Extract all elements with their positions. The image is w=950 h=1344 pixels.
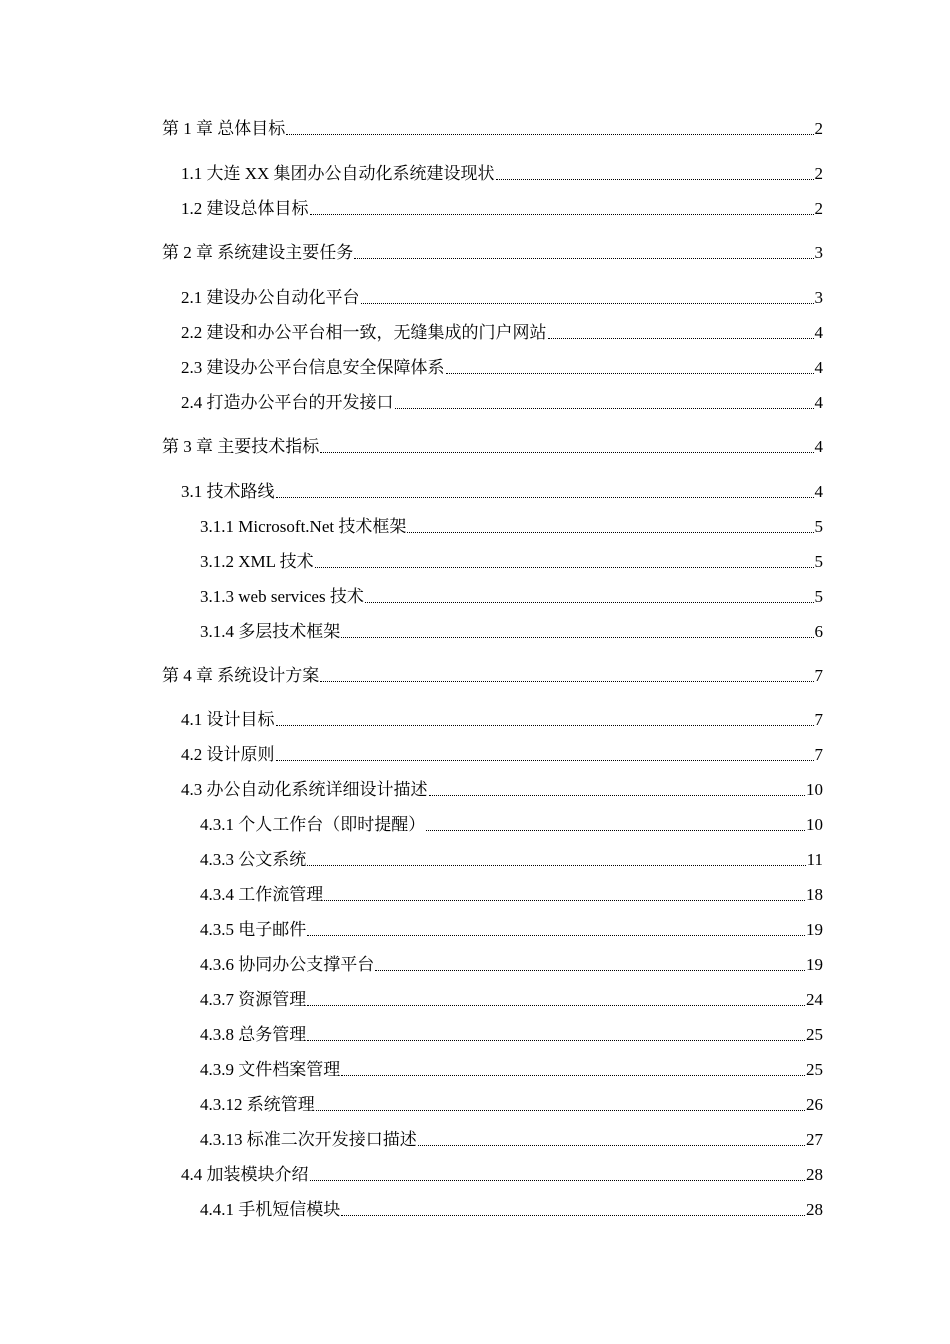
toc-entry[interactable] (200, 950, 823, 976)
dot-leader (320, 681, 813, 682)
toc-entry-page: 4 (814, 358, 823, 377)
toc-entry-title: 4.3.13 标准二次开发接口描述 (200, 1130, 417, 1149)
dot-leader (316, 1110, 805, 1111)
toc-entry-title: 3.1.2 XML 技术 (200, 552, 314, 571)
toc-entry-title: 4.2 设计原则 (181, 745, 275, 764)
toc-entry[interactable] (200, 1020, 823, 1046)
toc-entry-title: 4.3.9 文件档案管理 (200, 1060, 341, 1079)
toc-entry-page: 19 (806, 920, 823, 939)
toc-entry[interactable] (181, 283, 823, 309)
toc-entry-page: 18 (806, 885, 823, 904)
toc-entry-title: 4.3 办公自动化系统详细设计描述 (181, 780, 428, 799)
toc-entry-title: 4.3.12 系统管理 (200, 1095, 315, 1114)
toc-entry[interactable] (162, 432, 823, 458)
toc-entry-page: 7 (814, 745, 823, 764)
toc-entry-title: 4.4 加装模块介绍 (181, 1165, 309, 1184)
toc-entry[interactable] (181, 159, 823, 185)
toc-entry-page: 10 (806, 815, 823, 834)
toc-entry-page: 2 (814, 199, 823, 218)
toc-entry-page: 6 (814, 622, 823, 641)
toc-entry[interactable] (181, 740, 823, 766)
toc-entry-title: 2.3 建设办公平台信息安全保障体系 (181, 358, 445, 377)
toc-entry[interactable] (181, 353, 823, 379)
toc-entry[interactable] (200, 582, 823, 608)
dot-leader (395, 408, 814, 409)
dot-leader (307, 865, 805, 866)
toc-entry-page: 4 (814, 482, 823, 501)
toc-entry-title: 4.3.6 协同办公支撑平台 (200, 955, 375, 974)
toc-entry[interactable] (181, 194, 823, 220)
toc-entry-page: 5 (814, 517, 823, 536)
dot-leader (429, 795, 806, 796)
toc-entry-page: 19 (806, 955, 823, 974)
toc-entry-title: 3.1.4 多层技术框架 (200, 622, 341, 641)
toc-entry-title: 第 1 章 总体目标 (162, 119, 286, 138)
dot-leader (365, 602, 814, 603)
dot-leader (276, 760, 814, 761)
toc-entry-title: 4.3.3 公文系统 (200, 850, 307, 869)
dot-leader (341, 1215, 805, 1216)
toc-entry-title: 1.1 大连 XX 集团办公自动化系统建设现状 (181, 164, 495, 183)
toc-entry-title: 4.3.5 电子邮件 (200, 920, 307, 939)
dot-leader (354, 258, 813, 259)
dot-leader (418, 1145, 805, 1146)
toc-entry-title: 3.1.3 web services 技术 (200, 587, 364, 606)
toc-entry-title: 4.3.4 工作流管理 (200, 885, 324, 904)
dot-leader (276, 497, 814, 498)
dot-leader (276, 725, 814, 726)
toc-entry-title: 第 4 章 系统设计方案 (162, 666, 320, 685)
toc-entry-page: 4 (814, 393, 823, 412)
toc-entry[interactable] (200, 547, 823, 573)
toc-entry-title: 4.3.8 总务管理 (200, 1025, 307, 1044)
dot-leader (310, 1180, 806, 1181)
dot-leader (307, 1005, 805, 1006)
toc-entry[interactable] (162, 238, 823, 264)
toc-entry-page: 3 (814, 288, 823, 307)
toc-entry[interactable] (200, 915, 823, 941)
toc-entry[interactable] (200, 1125, 823, 1151)
toc-entry-page: 4 (814, 437, 823, 456)
toc-entry-title: 4.1 设计目标 (181, 710, 275, 729)
toc-entry-title: 3.1 技术路线 (181, 482, 275, 501)
toc-entry-page: 11 (806, 850, 823, 869)
toc-entry-page: 25 (806, 1060, 823, 1079)
toc-entry-page: 5 (814, 587, 823, 606)
toc-entry[interactable] (200, 512, 823, 538)
toc-entry[interactable] (181, 705, 823, 731)
toc-entry[interactable] (200, 617, 823, 643)
toc-entry[interactable] (181, 318, 823, 344)
toc-entry-page: 28 (806, 1165, 823, 1184)
toc-entry[interactable] (200, 985, 823, 1011)
toc-entry-page: 26 (806, 1095, 823, 1114)
toc-entry-title: 4.3.1 个人工作台（即时提醒） (200, 815, 426, 834)
toc-entry[interactable] (162, 114, 823, 140)
toc-entry-title: 2.4 打造办公平台的开发接口 (181, 393, 394, 412)
toc-entry-page: 4 (814, 323, 823, 342)
dot-leader (341, 637, 813, 638)
toc-entry-title: 第 2 章 系统建设主要任务 (162, 243, 354, 262)
toc-entry-page: 3 (814, 243, 823, 262)
toc-entry[interactable] (200, 880, 823, 906)
toc-entry-page: 2 (814, 164, 823, 183)
toc-entry-title: 4.3.7 资源管理 (200, 990, 307, 1009)
toc-entry[interactable] (181, 775, 823, 801)
toc-entry[interactable] (162, 661, 823, 687)
dot-leader (324, 900, 805, 901)
dot-leader (341, 1075, 805, 1076)
toc-entry-title: 4.4.1 手机短信模块 (200, 1200, 341, 1219)
dot-leader (307, 1040, 805, 1041)
toc-entry[interactable] (181, 477, 823, 503)
toc-entry-page: 28 (806, 1200, 823, 1219)
toc-entry-page: 2 (814, 119, 823, 138)
dot-leader (315, 567, 814, 568)
toc-entry-page: 10 (806, 780, 823, 799)
toc-entry-title: 2.1 建设办公自动化平台 (181, 288, 360, 307)
toc-entry-page: 5 (814, 552, 823, 571)
dot-leader (310, 214, 814, 215)
toc-entry-title: 3.1.1 Microsoft.Net 技术框架 (200, 517, 407, 536)
dot-leader (375, 970, 805, 971)
toc-entry[interactable] (200, 845, 823, 871)
dot-leader (361, 303, 814, 304)
toc-entry-page: 27 (806, 1130, 823, 1149)
dot-leader (307, 935, 805, 936)
dot-leader (446, 373, 814, 374)
dot-leader (320, 452, 813, 453)
toc-entry[interactable] (200, 1195, 823, 1221)
toc-entry[interactable] (181, 1160, 823, 1186)
toc-entry[interactable] (181, 388, 823, 414)
dot-leader (407, 532, 813, 533)
toc-entry-title: 2.2 建设和办公平台相一致，无缝集成的门户网站 (181, 323, 547, 342)
toc-entry-page: 25 (806, 1025, 823, 1044)
dot-leader (548, 338, 814, 339)
toc-entry-page: 7 (814, 710, 823, 729)
dot-leader (426, 830, 805, 831)
dot-leader (496, 179, 814, 180)
toc-entry[interactable] (200, 1055, 823, 1081)
toc-entry-title: 第 3 章 主要技术指标 (162, 437, 320, 456)
dot-leader (286, 134, 813, 135)
toc-entry-page: 7 (814, 666, 823, 685)
toc-entry-title: 1.2 建设总体目标 (181, 199, 309, 218)
toc-entry[interactable] (200, 1090, 823, 1116)
toc-entry-page: 24 (806, 990, 823, 1009)
toc-entry[interactable] (200, 810, 823, 836)
